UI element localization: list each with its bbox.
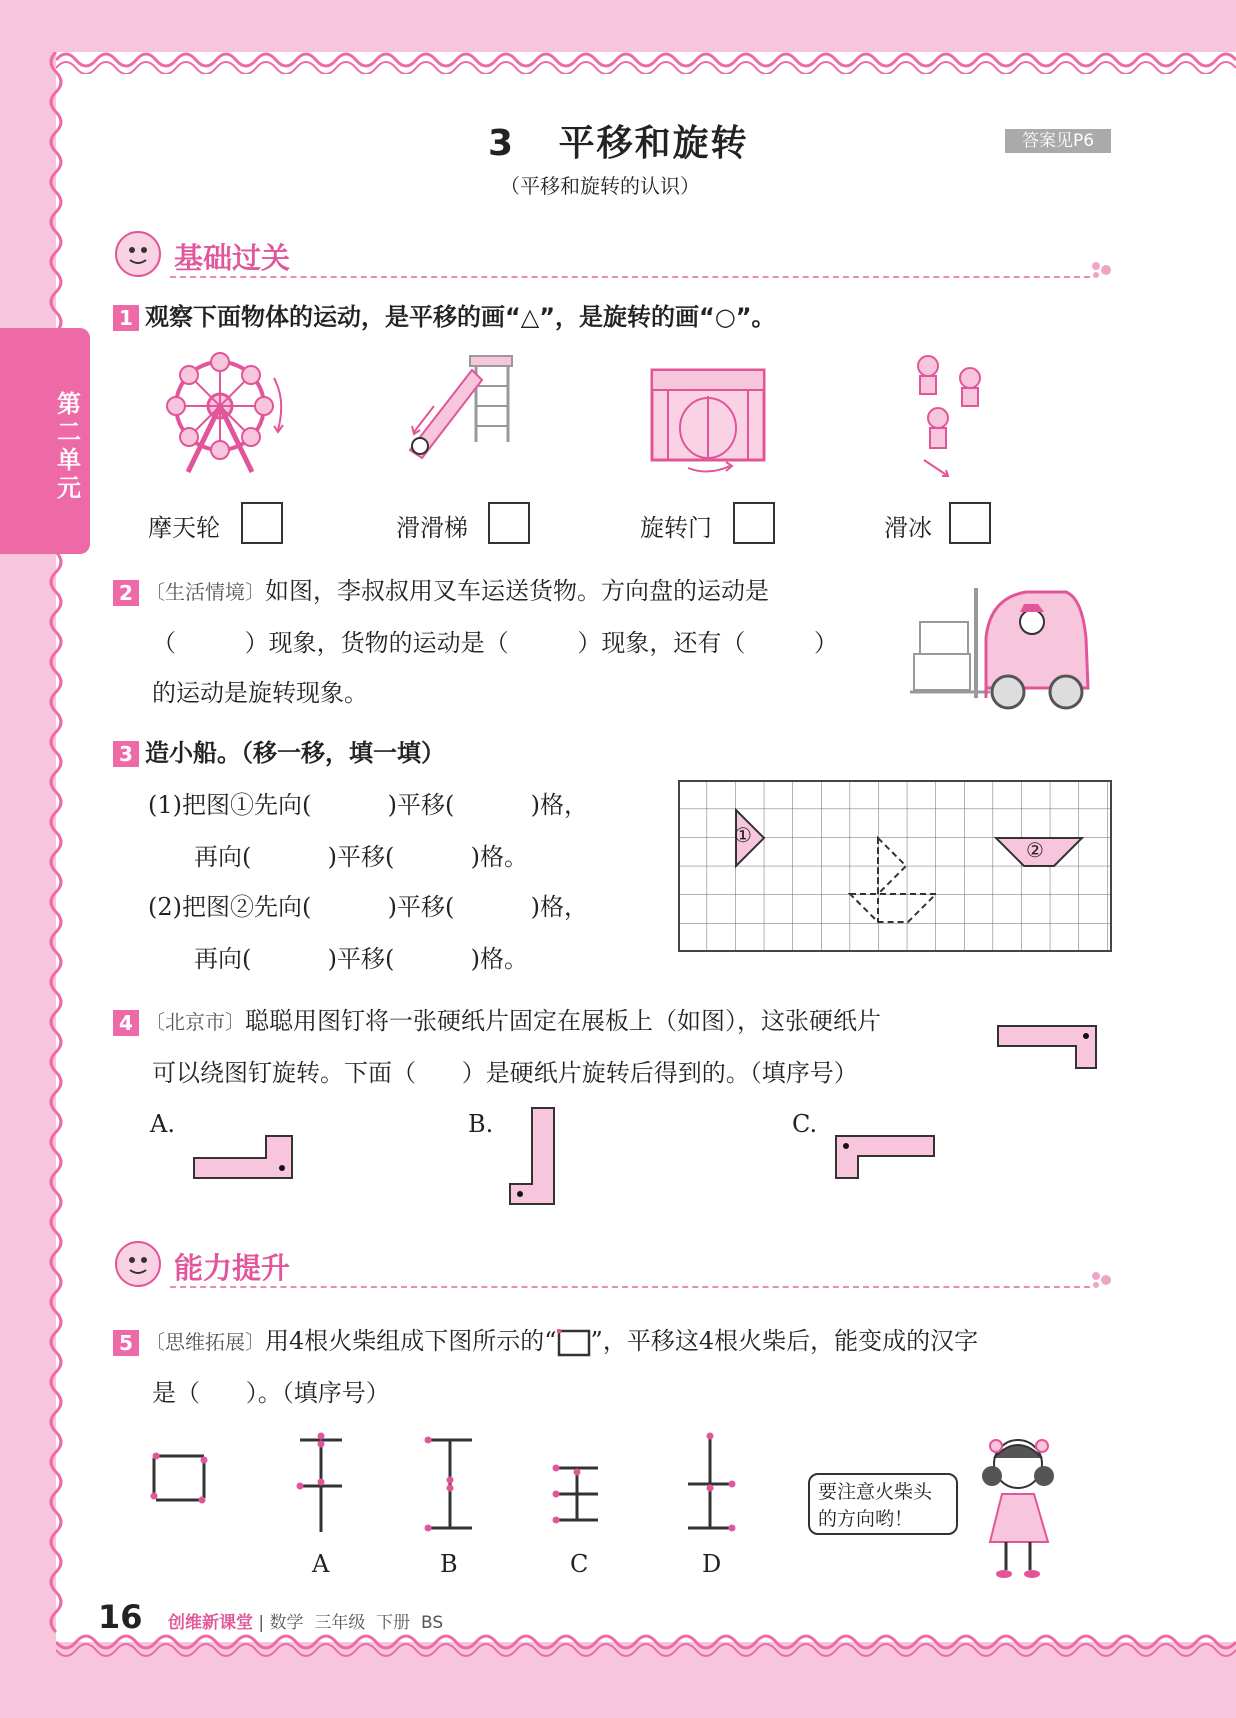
question-3-line-4: 再向( )平移( )格。 xyxy=(194,945,529,973)
option-c-letter: C xyxy=(570,1550,589,1578)
item-label-ferris-wheel: 摩天轮 xyxy=(148,514,220,542)
item-label-slide: 滑滑梯 xyxy=(396,514,468,542)
matchstick-option-a[interactable] xyxy=(296,1430,346,1536)
question-number: 4 xyxy=(113,1010,139,1036)
question-tag: 〔思维拓展〕 xyxy=(145,1330,265,1354)
question-number: 2 xyxy=(113,580,139,606)
item-label-skating: 滑冰 xyxy=(884,514,932,542)
question-2-line-2: （ ）现象，货物的运动是（ ）现象，还有（ ） xyxy=(152,629,838,657)
question-3-title-text: 造小船。（移一移，填一填） xyxy=(145,739,445,767)
option-c-label: C. xyxy=(792,1110,818,1138)
matchstick-option-d[interactable] xyxy=(684,1430,736,1536)
figure-2-label: ② xyxy=(1026,838,1044,862)
answer-reference-badge: 答案见P6 xyxy=(1005,129,1111,153)
section-title-basic: 基础过关 xyxy=(174,241,291,275)
speech-bubble: 要注意火柴头的方向哟！ xyxy=(808,1473,958,1535)
divider-dots-icon xyxy=(1090,1270,1120,1290)
matchstick-original-figure xyxy=(150,1452,208,1504)
section-divider xyxy=(170,1286,1090,1288)
divider-dots-icon xyxy=(1090,260,1120,280)
question-5-line-2: 是（ ）。（填序号） xyxy=(152,1379,390,1407)
matchstick-option-c[interactable] xyxy=(552,1460,602,1532)
matchstick-option-b[interactable] xyxy=(424,1430,476,1536)
revolving-door-illustration xyxy=(648,366,772,478)
section-title-advanced: 能力提升 xyxy=(174,1251,291,1285)
option-b-shape[interactable] xyxy=(508,1106,556,1206)
question-4-line-2: 可以绕图钉旋转。下面（ ）是硬纸片旋转后得到的。（填序号） xyxy=(152,1059,858,1087)
footer-brand: 创维新课堂 xyxy=(168,1613,253,1633)
option-d-letter: D xyxy=(702,1550,722,1578)
page-title: 3 平移和旋转 xyxy=(488,123,749,164)
answer-box-ferris-wheel[interactable] xyxy=(241,502,283,544)
skating-illustration xyxy=(900,352,1000,480)
question-1-text: 观察下面物体的运动，是平移的画“△”，是旋转的画“○”。 xyxy=(145,303,776,331)
mascot-icon xyxy=(112,230,164,278)
figure-1-label: ① xyxy=(734,823,752,847)
section-divider xyxy=(170,276,1090,278)
question-5-text-1b: ”，平移这4根火柴后，能变成的汉字 xyxy=(590,1327,979,1355)
answer-box-slide[interactable] xyxy=(488,502,530,544)
mascot-icon xyxy=(112,1240,164,1288)
left-wave-border xyxy=(44,52,66,1642)
forklift-illustration xyxy=(906,578,1092,710)
question-tag: 〔北京市〕 xyxy=(145,1010,245,1034)
cardboard-original xyxy=(996,1024,1100,1070)
question-5-text-1a: 用4根火柴组成下图所示的“ xyxy=(265,1327,557,1355)
bottom-wave-border xyxy=(56,1632,1236,1666)
page-subtitle: （平移和旋转的认识） xyxy=(500,174,700,198)
girl-character-illustration xyxy=(972,1432,1076,1582)
boat-grid xyxy=(678,780,1114,954)
matchstick-square-icon xyxy=(557,1329,591,1357)
question-3-line-3: (2)把图②先向( )平移( )格， xyxy=(148,893,589,921)
answer-box-skating[interactable] xyxy=(949,502,991,544)
page-number: 16 xyxy=(98,1598,143,1636)
question-tag: 〔生活情境〕 xyxy=(145,580,265,604)
question-2-text-1: 如图，李叔叔用叉车运送货物。方向盘的运动是 xyxy=(265,577,769,605)
footer-info xyxy=(168,1608,443,1633)
question-2-line-1 xyxy=(113,576,769,607)
option-a-label: A. xyxy=(150,1110,175,1138)
footer-book-info: | 数学 三年级 下册 BS xyxy=(258,1613,444,1633)
top-wave-border xyxy=(56,40,1236,74)
option-b-letter: B xyxy=(440,1550,458,1578)
question-5-line-1 xyxy=(113,1326,978,1357)
slide-illustration xyxy=(396,350,526,476)
item-label-revolving-door: 旋转门 xyxy=(640,514,712,542)
option-a-letter: A xyxy=(312,1550,330,1578)
question-number: 3 xyxy=(113,741,139,767)
question-number: 5 xyxy=(113,1330,139,1356)
question-3-line-1: (1)把图①先向( )平移( )格， xyxy=(148,791,589,819)
question-3-line-2: 再向( )平移( )格。 xyxy=(194,843,529,871)
question-4-line-1 xyxy=(113,1006,881,1037)
question-4-text-1: 聪聪用图钉将一张硬纸片固定在展板上（如图），这张硬纸片 xyxy=(245,1007,881,1035)
option-a-shape[interactable] xyxy=(192,1134,294,1180)
question-2-line-3: 的运动是旋转现象。 xyxy=(152,679,368,707)
ferris-wheel-illustration xyxy=(158,350,298,476)
option-c-shape[interactable] xyxy=(834,1134,938,1180)
question-3-title xyxy=(113,738,445,768)
unit-side-tab-label: 第二单元 xyxy=(57,390,81,502)
unit-side-tab xyxy=(0,328,90,554)
option-b-label: B. xyxy=(468,1110,494,1138)
question-1 xyxy=(113,302,776,332)
answer-box-revolving-door[interactable] xyxy=(733,502,775,544)
question-number: 1 xyxy=(113,305,139,331)
